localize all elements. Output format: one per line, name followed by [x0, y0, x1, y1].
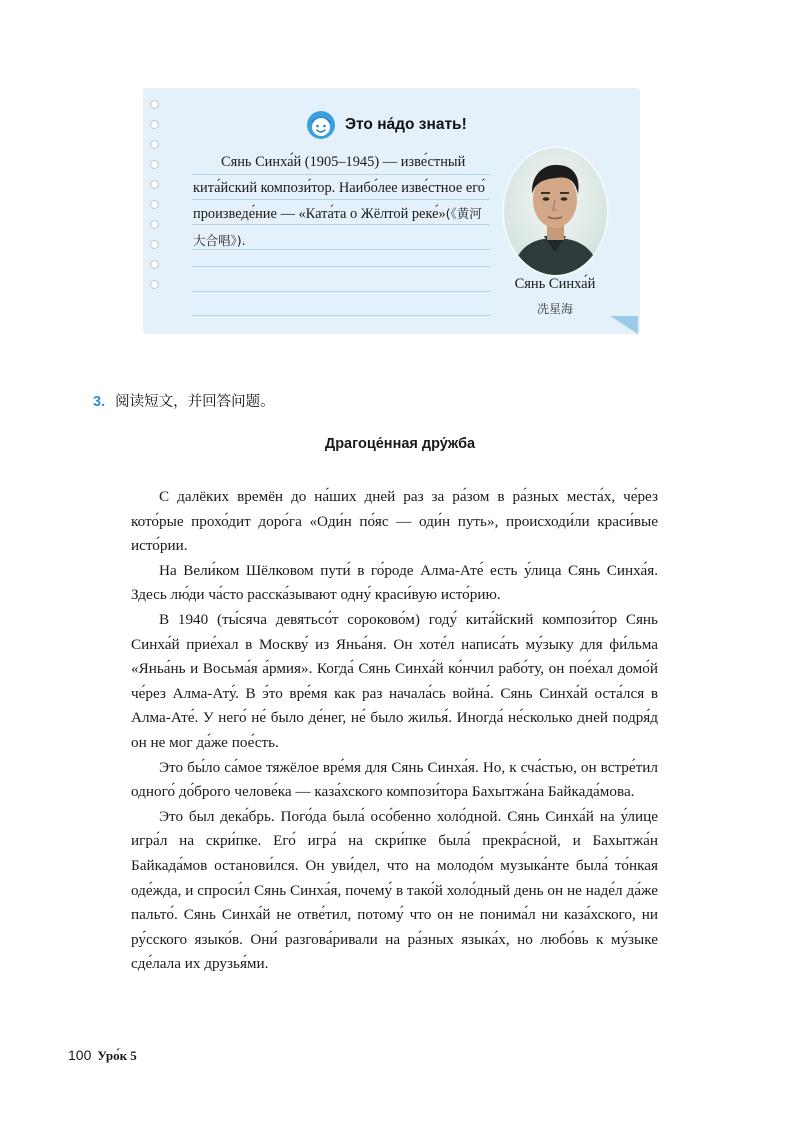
ruled-line	[192, 174, 490, 175]
story-paragraph: На Вели́ком Шёлковом пути́ в го́роде Алма-Ате́ есть у́лица Сянь Синха́я. Здесь лю́ди ча́сто расска́зывают одну́ краси́вую исто́рию.	[131, 561, 658, 604]
card-title: Это на́до знать!	[345, 116, 467, 133]
hole-icon	[150, 160, 159, 169]
story-paragraph: Это был дека́брь. Пого́да была́ осо́бенно холо́дной. Сянь Синха́й на у́лице игра́л на скри́пке. Его́ игра́ на скри́пке была́ прекра́сной, и Бахытжа́н Байкада́мов останови́лся. Он уви́дел, что на молодо́м музыка́нте была́ то́нкая оде́жда, и спроси́л Сянь Синха́я, почему́ в тако́й холо́дный день он не наде́л да́же пальто́. Сянь Синха́й не отве́тил, потому́ что он не понима́л ни каза́хского, ни ру́сского языко́в. Они́ разгова́ривали на ра́зных языка́х, но любо́вь к му́зыке сде́лала их друзья́ми.	[131, 807, 658, 973]
hole-icon	[150, 240, 159, 249]
ruled-line	[192, 249, 490, 250]
ruled-line	[192, 315, 490, 316]
hole-icon	[150, 260, 159, 269]
task-number: 3.	[93, 394, 106, 410]
page-number: 100	[68, 1047, 92, 1063]
hole-icon	[150, 200, 159, 209]
story-paragraph: В 1940 (ты́сяча девятьсо́т сороково́м) году́ кита́йский компози́тор Сянь Синха́й прие́хал в Москву́ из Яньа́ня. Он хоте́л написа́ть му́зыку для фи́льма «Яньа́нь и Восьма́я а́рмия». Когда́ Сянь Синха́й ко́нчил рабо́ту, он пое́хал домо́й че́рез Алма-Ату́. В э́то вре́мя как раз начала́сь война́. Сянь Синха́й оста́лся в Алма-Ате́. У него́ не́ было де́нег, не́ было жилья́. Иногда́ не́сколько дней подря́д он не мог да́же пое́сть.	[131, 610, 658, 751]
portrait-caption: Сянь Синха́й	[514, 276, 596, 292]
portrait	[502, 146, 609, 277]
page-footer	[68, 1047, 137, 1064]
story-body	[131, 485, 658, 977]
card-text	[193, 150, 493, 254]
story-paragraph: С далёких времён до на́ших дней раз за ра́зом в ра́зных места́х, че́рез кото́рые прохо́дит доро́га «Оди́н по́яс — оди́н путь», происходи́ли краси́вые исто́рии.	[131, 488, 658, 555]
lesson-label: Уро́к 5	[97, 1048, 137, 1063]
ruled-line	[192, 266, 490, 267]
card-text-ru: Сянь Синха́й (1905–1945) — изве́стный кита́йский компози́тор. Наибо́лее изве́стное его́ произведе́ние — «Ката́та о Жёлтой реке́»	[193, 154, 485, 222]
task-text: 阅读短文，并回答问题。	[115, 394, 275, 410]
ruled-line	[192, 199, 490, 200]
card-header	[306, 108, 467, 142]
card-text-cn: (《黄河大合唱》).	[193, 206, 482, 248]
smiling-face-icon	[306, 110, 336, 140]
task-instruction	[93, 390, 275, 411]
ruled-line	[192, 291, 490, 292]
story-title: Драгоце́нная дру́жба	[324, 436, 476, 452]
story-paragraph: Это бы́ло са́мое тяжёлое вре́мя для Сянь Синха́я. Но, к сча́стью, он встре́тил одного́ до́брого челове́ка — каза́хского компози́тора Бахытжа́на Байкада́мова.	[131, 758, 658, 801]
hole-icon	[150, 100, 159, 109]
portrait-caption-chinese: 冼星海	[536, 302, 573, 316]
portrait-photo	[504, 148, 607, 275]
notebook-holes	[150, 100, 164, 289]
hole-icon	[150, 220, 159, 229]
hole-icon	[150, 180, 159, 189]
hole-icon	[150, 140, 159, 149]
card-corner-fold	[610, 316, 638, 334]
hole-icon	[150, 280, 159, 289]
hole-icon	[150, 120, 159, 129]
ruled-line	[192, 224, 490, 225]
